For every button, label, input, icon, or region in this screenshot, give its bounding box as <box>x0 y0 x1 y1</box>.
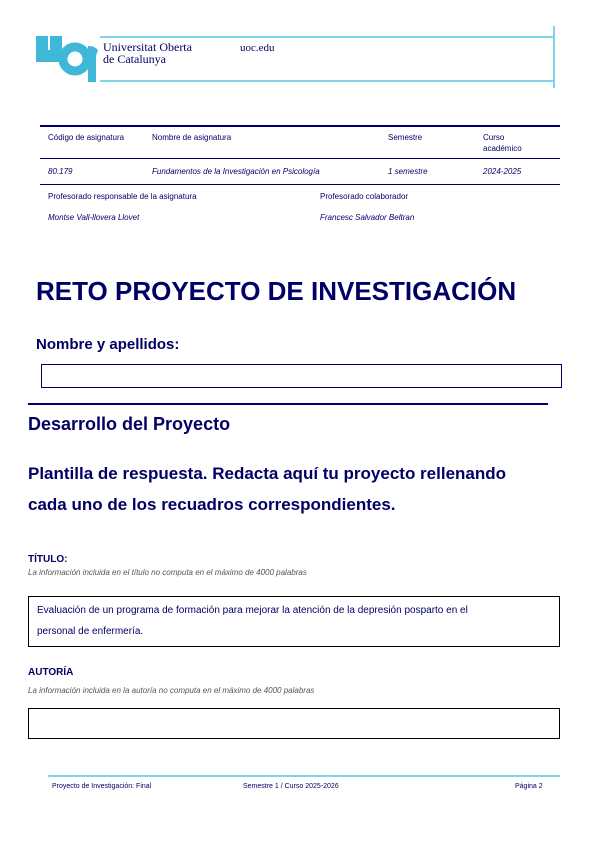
course-header <box>483 132 522 154</box>
semester-header: Semestre <box>388 133 423 142</box>
titulo-field[interactable] <box>28 596 560 647</box>
subject-table-mid-rule <box>40 158 560 159</box>
footer-rule <box>48 775 560 777</box>
course-value: 2024-2025 <box>483 167 522 176</box>
subject-table-lower-rule <box>40 184 560 185</box>
uoc-logo <box>36 36 98 82</box>
section-title: Desarrollo del Proyecto <box>28 414 231 434</box>
header-rule-top <box>100 36 555 38</box>
header-rule-right <box>553 26 555 88</box>
subject-name-value: Fundamentos de la Investigación en Psicología <box>152 167 320 176</box>
semester-value: 1 semestre <box>388 167 428 176</box>
name-field[interactable] <box>41 364 562 388</box>
footer-center: Semestre 1 / Curso 2025-2026 <box>243 783 339 790</box>
name-label: Nombre y apellidos: <box>36 336 180 353</box>
instructions <box>28 458 568 520</box>
instruction-line-1: Plantilla de respuesta. Redacta aquí tu proyecto rellenando <box>28 464 507 483</box>
responsible-value: Montse Vall-llovera Llovet <box>48 213 140 222</box>
code-header: Código de asignatura <box>48 133 125 142</box>
collaborator-value: Francesc Salvador Beltran <box>320 213 415 222</box>
footer-left: Proyecto de Investigación: Final <box>52 783 152 790</box>
header-rule-bottom <box>100 80 555 82</box>
titulo-label: TÍTULO: <box>28 554 68 565</box>
course-header-line-1: Curso <box>483 133 505 142</box>
instruction-line-2: cada uno de los recuadros correspondientes. <box>28 495 396 514</box>
university-line-2: de Catalunya <box>103 52 166 66</box>
university-name <box>103 41 192 65</box>
titulo-text <box>29 597 559 645</box>
page-number: Página 2 <box>515 783 543 790</box>
autoria-label: AUTORÍA <box>28 667 74 678</box>
autoria-note: La información incluida en la autoría no computa en el máximo de 4000 palabras <box>28 686 315 695</box>
responsible-label: Profesorado responsable de la asignatura <box>48 192 197 201</box>
collaborator-label: Profesorado colaborador <box>320 192 409 201</box>
titulo-note: La información incluida en el título no computa en el máximo de 4000 palabras <box>28 568 307 577</box>
subject-name-header: Nombre de asignatura <box>152 133 232 142</box>
university-line-1: Universitat Oberta <box>103 40 192 54</box>
autoria-field[interactable] <box>28 708 560 739</box>
document-title: RETO PROYECTO DE INVESTIGACIÓN <box>36 276 517 306</box>
course-header-line-2: académico <box>483 144 522 153</box>
titulo-text-line-1: Evaluación de un programa de formación para mejorar la atención de la depresión posparto en el <box>37 605 468 616</box>
titulo-text-line-2: personal de enfermería. <box>37 626 144 637</box>
website-link[interactable]: uoc.edu <box>240 42 275 54</box>
subject-table-top-rule <box>40 125 560 127</box>
code-value: 80.179 <box>48 167 73 176</box>
section-rule <box>28 403 548 405</box>
